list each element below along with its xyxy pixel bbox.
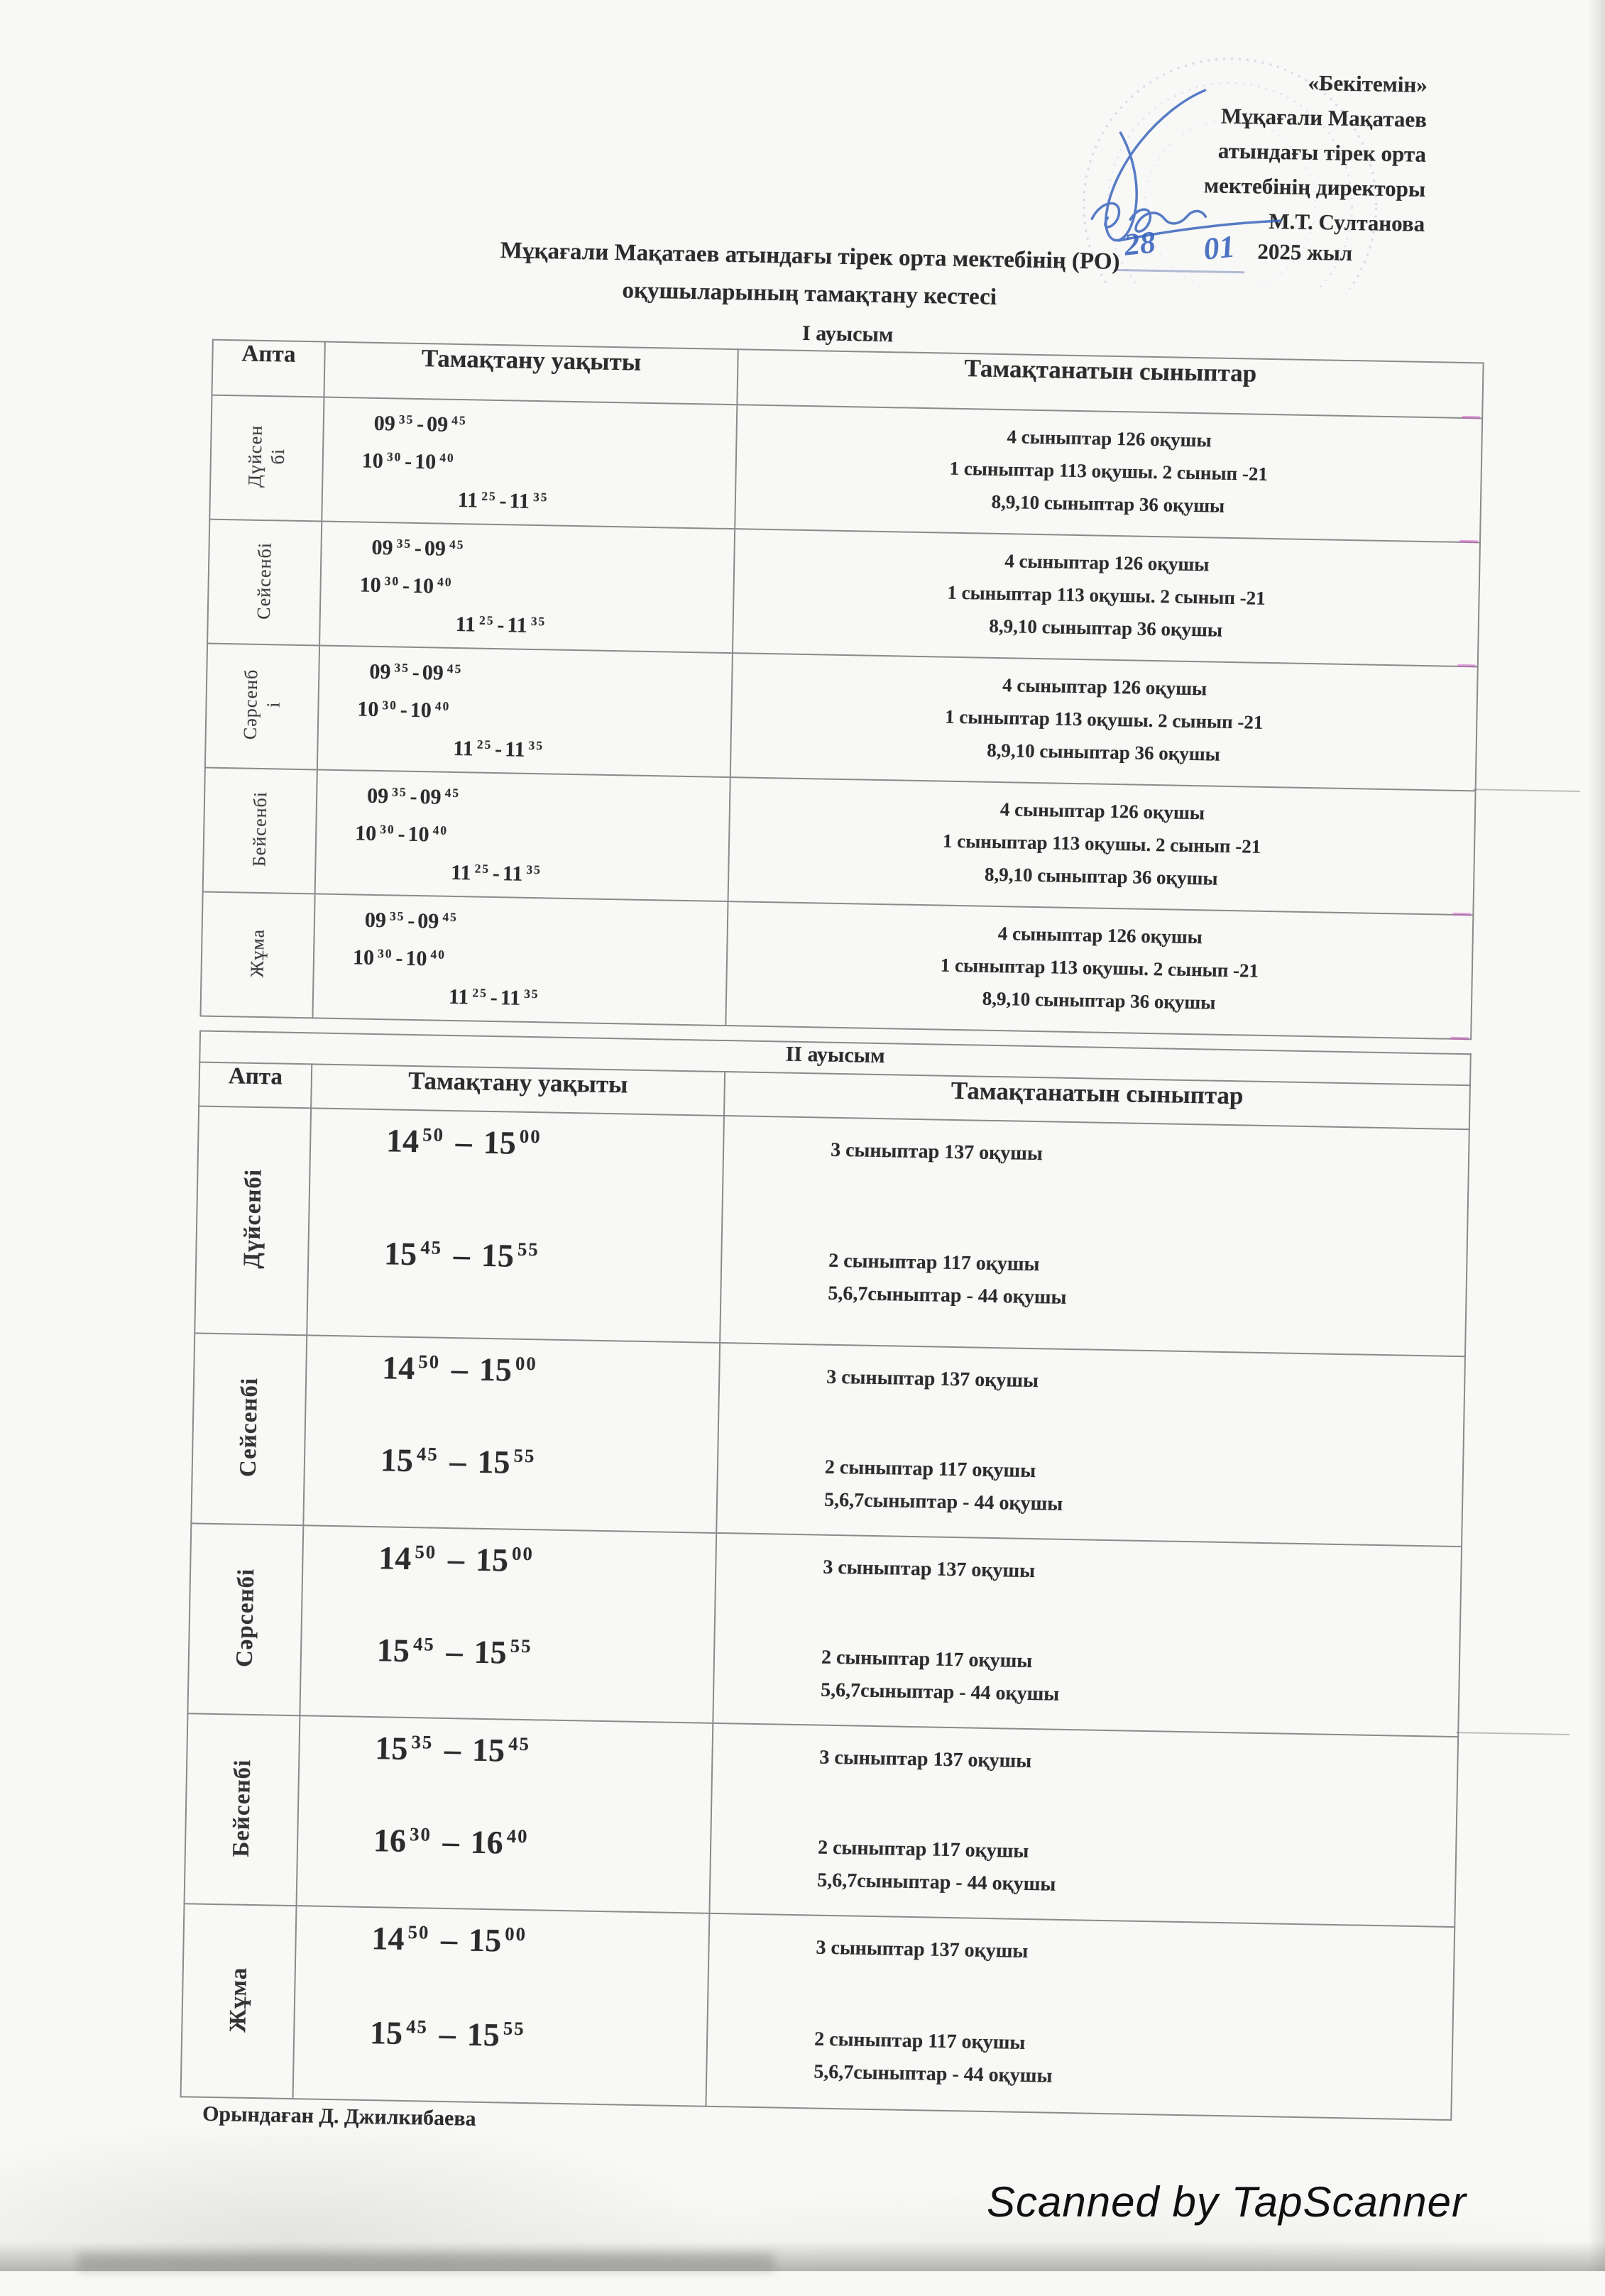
time-range: 10 $^{30}$ - 10 $^{40}$: [361, 449, 455, 474]
scan-artifact: [1462, 416, 1480, 419]
day-cell: [209, 395, 324, 522]
shift1-caption: I ауысым: [801, 321, 894, 347]
class-line: 2 сыныптар 117 оқушы: [828, 1249, 1040, 1276]
class-line: 1 сыныптар 113 оқушы. 2 сынып -21: [940, 954, 1259, 982]
scan-shadow: [1588, 0, 1605, 2271]
minutes-superscript: 45: [444, 785, 461, 800]
scan-artifact: [1459, 540, 1478, 543]
shift2-day-row: [191, 1333, 1465, 1547]
time-range: 10 $^{30}$ - 10 $^{40}$: [359, 573, 453, 598]
time-range: 11 $^{25}$ - 11 $^{35}$: [455, 612, 547, 637]
time-range: 10 $^{30}$ - 10 $^{40}$: [352, 945, 447, 971]
time-range: 09 $^{35}$ - 09 $^{45}$: [366, 784, 461, 809]
minutes-superscript: 55: [510, 1635, 532, 1657]
class-line: 3 сыныптар 137 оқушы: [816, 1936, 1029, 1963]
shift1-table: [199, 339, 1484, 1040]
time-dash: –: [446, 1633, 464, 1670]
time-dash: -: [412, 660, 420, 685]
minutes-superscript: 30: [382, 697, 398, 713]
minutes-superscript: 45: [412, 1633, 436, 1655]
class-line: 8,9,10 сыныптар 36 оқушы: [989, 615, 1223, 641]
time-dash: –: [442, 1823, 460, 1860]
day-label: Сейсенбі: [253, 542, 275, 620]
shift2-day-row: [181, 1904, 1455, 2120]
time-range: 09 $^{35}$ - 09 $^{45}$: [371, 535, 465, 561]
time-range: 15 $^{45}$ – 15 $^{55}$: [380, 1441, 536, 1481]
minutes-superscript: 00: [505, 1923, 527, 1945]
minutes-superscript: 35: [396, 535, 412, 551]
minutes-superscript: 35: [524, 986, 539, 1001]
time-range: 10 $^{30}$ - 10 $^{40}$: [354, 821, 449, 847]
approval-line: «Бекітемін»: [1308, 70, 1428, 97]
scan-artifact: [1452, 913, 1471, 916]
handwritten-day: 28: [1122, 224, 1158, 263]
shift2-day-row: [187, 1523, 1462, 1737]
tapscanner-watermark: Scanned by TapScanner: [987, 2178, 1467, 2226]
class-line: 8,9,10 сыныптар 36 оқушы: [991, 490, 1225, 517]
class-line: 5,6,7сыныптар - 44 оқушы: [823, 1488, 1063, 1515]
day-cell: [203, 768, 317, 894]
day-cell: [195, 1106, 311, 1335]
time-dash: -: [492, 861, 500, 886]
minutes-superscript: 35: [532, 489, 549, 504]
class-group: [821, 1642, 1061, 1711]
time-range: 10 $^{30}$ - 10 $^{40}$: [357, 697, 451, 723]
class-line: 5,6,7сыныптар - 44 оқушы: [817, 1869, 1056, 1896]
day-label: Бейсенбі: [228, 1758, 256, 1857]
minutes-superscript: 35: [392, 784, 407, 799]
class-group: [824, 1451, 1064, 1521]
minutes-superscript: 30: [386, 449, 402, 464]
classes-cell: [720, 1116, 1469, 1356]
approval-line: мектебінің директоры: [1203, 172, 1426, 202]
time-range: 14 $^{50}$ – 15 $^{00}$: [385, 1122, 542, 1161]
mealtime-cell: [317, 645, 733, 777]
classes-cell: [713, 1533, 1462, 1737]
class-group: [826, 1361, 1039, 1397]
scan-artifact: [1457, 664, 1476, 667]
minutes-superscript: 35: [528, 737, 544, 752]
shift1-day-row: [207, 520, 1480, 667]
minutes-superscript: 35: [526, 862, 542, 877]
time-dash: –: [444, 1730, 461, 1768]
class-line: 3 сыныптар 137 оқушы: [830, 1138, 1043, 1165]
minutes-superscript: 55: [513, 1444, 536, 1467]
classes-cell: [716, 1343, 1465, 1547]
time-dash: -: [494, 737, 503, 762]
mealtime-cell: [293, 1906, 710, 2107]
minutes-superscript: 50: [407, 1921, 430, 1943]
minutes-superscript: 30: [377, 945, 393, 960]
time-dash: -: [490, 985, 498, 1010]
column-header-classes: Тамақтанатын сыныптар: [724, 1072, 1470, 1129]
minutes-superscript: 45: [416, 1443, 439, 1466]
class-line: 2 сыныптар 117 оқушы: [821, 1646, 1033, 1673]
minutes-superscript: 45: [420, 1236, 443, 1258]
time-dash: –: [451, 1351, 469, 1388]
time-range: 14 $^{50}$ – 15 $^{00}$: [371, 1920, 527, 1959]
minutes-superscript: 40: [432, 822, 449, 837]
minutes-superscript: 35: [398, 412, 415, 427]
executor-note: Орындаған Д. Джилкибаева: [202, 2102, 476, 2131]
minutes-superscript: 55: [503, 2017, 525, 2039]
class-line: 4 сыныптар 126 оқушы: [1002, 674, 1207, 700]
class-group: [823, 1551, 1036, 1588]
mealtime-cell: [312, 894, 728, 1026]
mealtime-cell: [322, 397, 737, 529]
mealtime-cell: [297, 1715, 713, 1913]
minutes-superscript: 25: [481, 488, 497, 503]
time-dash: -: [410, 784, 417, 809]
time-dash: -: [395, 946, 403, 970]
day-label: Сәрсенб і: [239, 669, 284, 740]
time-dash: -: [404, 449, 412, 473]
class-line: 3 сыныптар 137 оқушы: [826, 1366, 1039, 1393]
column-header-mealtime: Тамақтану уақыты: [324, 342, 738, 405]
time-range: 11 $^{25}$ - 11 $^{35}$: [453, 736, 544, 762]
shift2-caption: II ауысым: [199, 1031, 1471, 1085]
day-cell: [207, 520, 322, 646]
time-dash: -: [400, 698, 408, 722]
class-group: [819, 1742, 1032, 1778]
class-line: 4 сыныптар 126 оқушы: [1007, 426, 1212, 451]
mealtime-cell: [307, 1108, 724, 1343]
time-range: 14 $^{50}$ – 15 $^{00}$: [381, 1349, 538, 1388]
minutes-superscript: 35: [389, 908, 405, 923]
director-name: М.Т. Султанова: [1269, 208, 1425, 236]
classes-cell: [709, 1723, 1458, 1927]
scan-artifact: [1474, 789, 1580, 792]
class-line: 1 сыныптар 113 оқушы. 2 сынып -21: [944, 705, 1264, 733]
minutes-superscript: 30: [409, 1823, 432, 1845]
time-dash: –: [455, 1124, 473, 1160]
time-dash: -: [416, 412, 424, 436]
class-line: 1 сыныптар 113 оқушы. 2 сынып -21: [947, 581, 1266, 609]
day-label: Сейсенбі: [235, 1377, 263, 1478]
time-range: 09 $^{35}$ - 09 $^{45}$: [364, 908, 459, 933]
minutes-superscript: 40: [430, 946, 447, 962]
minutes-superscript: 40: [439, 450, 455, 465]
scan-shadow: [0, 2241, 1605, 2271]
minutes-superscript: 25: [476, 737, 493, 752]
minutes-superscript: 50: [422, 1124, 445, 1146]
mealtime-cell: [319, 521, 735, 653]
minutes-superscript: 35: [394, 659, 410, 675]
shift1-day-row: [209, 395, 1482, 543]
time-range: 11 $^{25}$ - 11 $^{35}$: [448, 984, 539, 1010]
time-dash: –: [449, 1443, 466, 1480]
classes-cell: [730, 653, 1478, 791]
mealtime-cell: [300, 1525, 716, 1723]
shift2-day-row: [185, 1713, 1459, 1927]
day-cell: [185, 1713, 300, 1906]
day-cell: [205, 644, 319, 770]
minutes-superscript: 30: [380, 821, 395, 837]
day-cell: [191, 1333, 307, 1525]
day-label: Дүйсенбі: [239, 1168, 267, 1269]
column-header-week: Апта: [199, 1062, 312, 1108]
time-dash: –: [447, 1541, 465, 1578]
class-line: 8,9,10 сыныптар 36 оқушы: [984, 863, 1218, 889]
column-header-classes: Тамақтанатын сыныптар: [737, 349, 1483, 418]
time-dash: -: [407, 908, 415, 933]
time-range: 15 $^{45}$ – 15 $^{55}$: [369, 2014, 525, 2053]
classes-cell: [706, 1913, 1455, 2120]
approval-year: 2025 жыл: [1257, 238, 1353, 266]
class-line: 2 сыныптар 117 оқушы: [814, 2028, 1026, 2055]
class-group: [831, 1134, 1043, 1170]
approval-line: атындағы тірек орта: [1217, 138, 1427, 167]
time-dash: -: [398, 822, 405, 846]
time-range: 16 $^{30}$ – 16 $^{40}$: [373, 1822, 529, 1861]
minutes-superscript: 00: [515, 1352, 538, 1375]
time-dash: -: [497, 613, 505, 637]
minutes-superscript: 00: [511, 1542, 535, 1565]
minutes-superscript: 55: [517, 1238, 539, 1260]
time-range: 11 $^{25}$ - 11 $^{35}$: [450, 860, 542, 886]
shift2-table: [180, 1030, 1472, 2121]
minutes-superscript: 35: [411, 1731, 434, 1753]
class-group: [816, 1932, 1029, 1968]
shift2-day-row: [195, 1106, 1469, 1356]
class-line: 4 сыныптар 126 оқушы: [997, 923, 1203, 948]
class-line: 5,6,7сыныптар - 44 оқушы: [828, 1282, 1067, 1309]
class-line: 4 сыныптар 126 оқушы: [999, 798, 1205, 824]
day-label: Жұма: [246, 928, 268, 978]
class-line: 5,6,7сыныптар - 44 оқушы: [820, 1679, 1060, 1705]
time-dash: –: [453, 1236, 471, 1273]
class-line: 4 сыныптар 126 оқушы: [1004, 550, 1210, 576]
class-line: 2 сыныптар 117 оқушы: [817, 1836, 1029, 1863]
minutes-superscript: 45: [442, 909, 459, 924]
column-header-week: Апта: [212, 340, 324, 397]
shift1-day-row: [200, 892, 1473, 1040]
day-cell: [187, 1523, 303, 1715]
handwritten-month: 01: [1202, 229, 1237, 267]
class-line: 8,9,10 сыныптар 36 оқушы: [986, 739, 1221, 765]
class-line: 3 сыныптар 137 оқушы: [819, 1746, 1032, 1773]
class-group: [828, 1245, 1068, 1314]
day-label: Сәрсенбі: [231, 1568, 260, 1668]
title-line-1: Мұқағали Мақатаев атындағы тірек орта мектебінің (РО): [500, 238, 1120, 275]
minutes-superscript: 35: [530, 613, 547, 628]
time-range: 15 $^{45}$ – 15 $^{55}$: [383, 1235, 539, 1274]
class-line: 2 сыныптар 117 оқушы: [824, 1456, 1036, 1483]
class-line: 8,9,10 сыныптар 36 оқушы: [982, 987, 1216, 1014]
class-line: 5,6,7сыныптар - 44 оқушы: [814, 2060, 1053, 2087]
time-range: 15 $^{45}$ – 15 $^{55}$: [376, 1632, 532, 1671]
time-range: 09 $^{35}$ - 09 $^{45}$: [373, 411, 467, 436]
minutes-superscript: 45: [508, 1732, 531, 1755]
minutes-superscript: 40: [434, 698, 451, 713]
minutes-superscript: 45: [405, 2015, 429, 2038]
title-line-2: оқушыларының тамақтану кестесі: [622, 278, 997, 310]
time-dash: -: [499, 489, 507, 513]
classes-cell: [725, 901, 1473, 1039]
approval-line: Мұқағали Мақатаев: [1220, 103, 1428, 132]
minutes-superscript: 50: [415, 1541, 437, 1563]
minutes-superscript: 45: [447, 661, 463, 676]
day-label: Бейсенбі: [248, 791, 271, 867]
class-group: [814, 2023, 1053, 2093]
minutes-superscript: 45: [451, 412, 467, 427]
class-line: 1 сыныптар 113 оқушы. 2 сынып -21: [949, 457, 1269, 485]
minutes-superscript: 25: [478, 613, 495, 627]
minutes-superscript: 00: [519, 1125, 542, 1148]
day-label: Жұма: [225, 1966, 252, 2033]
time-dash: –: [440, 1921, 458, 1958]
column-header-mealtime: Тамақтану уақыты: [311, 1064, 725, 1116]
day-cell: [200, 892, 314, 1018]
time-dash: –: [439, 2015, 456, 2052]
scan-artifact: [1450, 1037, 1469, 1040]
class-group: [817, 1832, 1057, 1901]
shift1-day-row: [205, 644, 1478, 791]
time-range: 15 $^{35}$ – 15 $^{45}$: [374, 1730, 531, 1769]
time-dash: -: [414, 536, 422, 561]
minutes-superscript: 40: [437, 574, 453, 589]
time-dash: -: [402, 573, 410, 598]
minutes-superscript: 25: [474, 861, 491, 876]
classes-cell: [728, 777, 1476, 915]
mealtime-cell: [315, 769, 730, 901]
classes-cell: [733, 529, 1480, 666]
classes-cell: [735, 405, 1482, 542]
class-line: 1 сыныптар 113 оқушы. 2 сынып -21: [942, 830, 1261, 857]
minutes-superscript: 30: [384, 573, 400, 588]
day-label: Дүйсен бі: [244, 424, 289, 488]
mealtime-cell: [303, 1335, 720, 1533]
minutes-superscript: 45: [449, 537, 465, 551]
time-range: 09 $^{35}$ - 09 $^{45}$: [369, 659, 463, 685]
minutes-superscript: 50: [418, 1351, 441, 1373]
day-cell: [181, 1904, 297, 2099]
time-range: 11 $^{25}$ - 11 $^{35}$: [457, 488, 549, 513]
minutes-superscript: 40: [506, 1825, 529, 1847]
scan-artifact: [1456, 1732, 1570, 1735]
class-line: 3 сыныптар 137 оқушы: [823, 1556, 1036, 1583]
shift1-day-row: [203, 768, 1476, 916]
minutes-superscript: 25: [472, 985, 488, 1000]
time-range: 14 $^{50}$ – 15 $^{00}$: [378, 1539, 535, 1578]
